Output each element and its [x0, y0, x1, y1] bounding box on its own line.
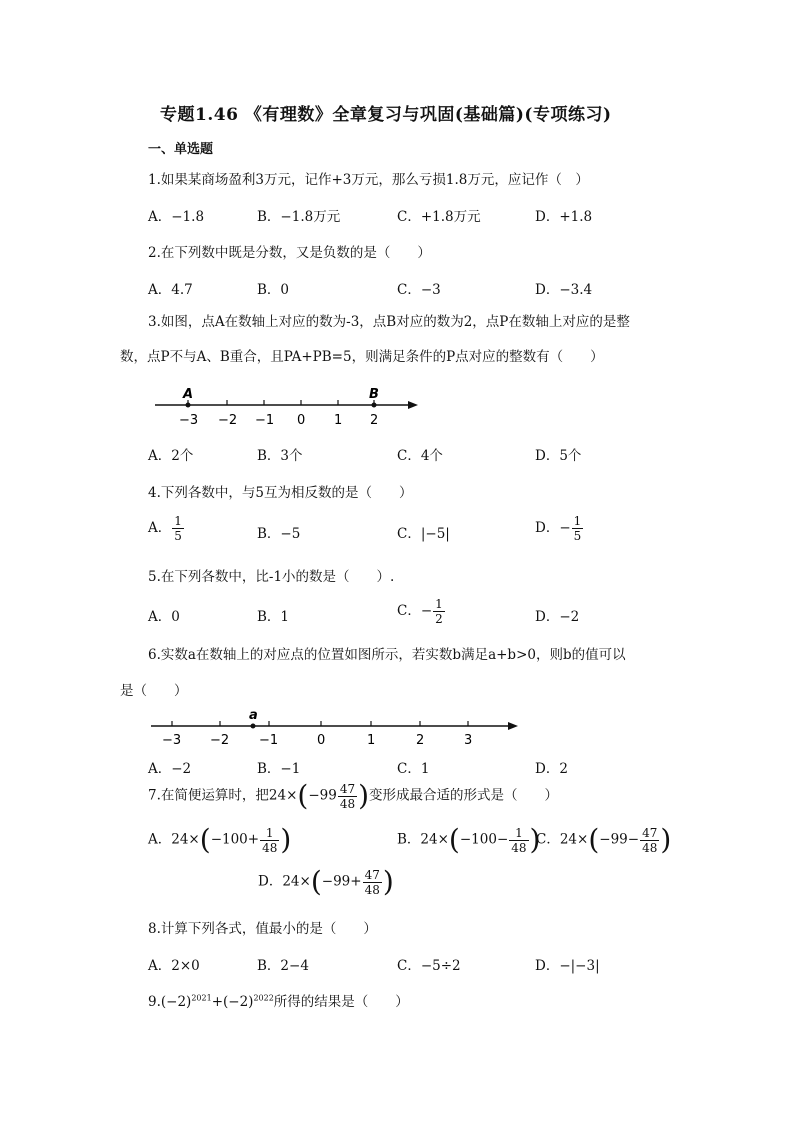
expression: 24× — [420, 831, 449, 848]
point-a-dot — [251, 724, 256, 729]
right-paren: ) — [358, 779, 370, 812]
right-paren: ) — [382, 865, 394, 898]
tick-label: −2 — [218, 413, 238, 428]
q4-option-b: B．−5 — [257, 526, 301, 542]
expression: 24× — [171, 831, 200, 848]
tick-label: −1 — [255, 413, 275, 428]
tick-label: 1 — [334, 413, 343, 428]
q7-option-d — [258, 865, 394, 898]
right-paren: ) — [280, 823, 292, 856]
q4-option-a — [148, 515, 185, 542]
section-heading: 一、单选题 — [148, 142, 214, 157]
tick-label: −2 — [210, 733, 230, 748]
point-b-dot — [372, 403, 377, 408]
question-4: 4.下列各数中，与5互为相反数的是（ ） — [148, 485, 413, 501]
exponent: 2021 — [191, 993, 212, 1003]
q7-option-c — [536, 823, 672, 856]
q3-option-d: D．5个 — [535, 448, 582, 464]
q1-option-c: C．+1.8万元 — [397, 209, 481, 225]
tick-label: 1 — [367, 733, 376, 748]
q3-option-c: C．4个 — [397, 448, 443, 464]
q2-option-c: C．−3 — [397, 282, 441, 298]
right-paren: ) — [660, 823, 672, 856]
option-letter: C． — [536, 831, 560, 848]
question-text: 变形成最合适的形式是（ ） — [369, 787, 559, 804]
q6-option-c: C．1 — [397, 761, 430, 777]
question-8: 8.计算下列各式，值最小的是（ ） — [148, 921, 377, 937]
q4-option-c — [397, 522, 450, 542]
left-paren: ( — [588, 823, 600, 856]
option-letter: C．− — [397, 603, 433, 619]
left-paren: ( — [297, 779, 309, 812]
question-text: 7.在简便运算时，把 — [148, 787, 269, 804]
point-a-dot — [186, 403, 191, 408]
expression: |−5| — [420, 526, 450, 542]
q2-option-b: B．0 — [257, 282, 290, 298]
q1-option-a: A．−1.8 — [148, 209, 205, 225]
question-number: 9. — [148, 994, 161, 1010]
q2-option-a: A．4.7 — [148, 282, 193, 298]
q5-option-d: D．−2 — [535, 609, 580, 625]
option-letter: D． — [258, 873, 283, 890]
fraction — [640, 827, 659, 854]
page-title: 专题1.46 《有理数》全章复习与巩固(基础篇)(专项练习) — [160, 105, 612, 125]
numerator: 47 — [642, 825, 658, 840]
tick-label: 0 — [317, 733, 326, 748]
expression: 24× — [559, 831, 589, 848]
q3-option-a: A．2个 — [148, 448, 194, 464]
denominator: 5 — [174, 529, 182, 543]
expression: −100− — [459, 831, 509, 848]
q6-option-a: A．−2 — [148, 761, 192, 777]
numerator: 47 — [364, 867, 380, 882]
q6-option-b: B．−1 — [257, 761, 301, 777]
q5-option-c — [397, 598, 446, 625]
question-5: 5.在下列各数中，比-1小的数是（ ）. — [148, 569, 395, 585]
question-3-line-2: 数，点P不与A、B重合，且PA+PB=5，则满足条件的P点对应的整数有（ ） — [120, 349, 604, 365]
numerator: 47 — [339, 781, 356, 796]
denominator: 2 — [435, 612, 443, 626]
q7-option-b — [397, 823, 541, 856]
fraction — [572, 515, 584, 542]
q8-option-c: C．−5÷2 — [397, 958, 461, 974]
expression: (−2) — [160, 994, 192, 1010]
fraction — [338, 783, 357, 810]
operator: + — [211, 994, 223, 1010]
option-letter: C． — [397, 526, 421, 542]
q7-option-a — [148, 823, 292, 856]
option-letter: A． — [148, 520, 172, 536]
left-paren: ( — [310, 865, 322, 898]
expression: −99+ — [321, 873, 362, 890]
number-line-figure-q3 — [150, 384, 430, 430]
tick-label: −1 — [259, 733, 279, 748]
axis-arrow — [508, 722, 518, 730]
q8-option-b: B．2−4 — [257, 958, 309, 974]
question-7 — [148, 779, 559, 812]
numerator: 1 — [260, 827, 279, 841]
question-2: 2.在下列数中既是分数，又是负数的是（ ） — [148, 245, 431, 261]
point-a-label: A — [183, 387, 194, 402]
q1-option-b: B．−1.8万元 — [257, 209, 341, 225]
denominator: 48 — [642, 840, 658, 855]
expression: −99− — [599, 831, 640, 848]
numerator: 1 — [509, 827, 528, 841]
option-letter: D．− — [535, 520, 571, 536]
numerator: 1 — [174, 514, 182, 528]
fraction — [363, 869, 382, 896]
tick-label: 0 — [297, 413, 306, 428]
denominator: 5 — [573, 529, 582, 543]
numerator: 1 — [573, 514, 582, 528]
q4-option-d — [535, 515, 584, 542]
question-text: 所得的结果是（ ） — [273, 994, 409, 1010]
tick-label: 3 — [464, 733, 473, 748]
question-6-line-2: 是（ ） — [120, 683, 188, 699]
fraction — [260, 827, 279, 854]
option-letter: A． — [148, 831, 172, 848]
q6-option-d: D．2 — [535, 761, 568, 777]
point-b-label: B — [369, 387, 379, 402]
left-paren: ( — [448, 823, 460, 856]
q1-option-d: D．+1.8 — [535, 209, 593, 225]
q5-option-b: B．1 — [257, 609, 290, 625]
fraction — [509, 827, 528, 854]
expression: 24× — [268, 787, 298, 804]
fraction — [433, 598, 445, 625]
expression: 24× — [282, 873, 311, 890]
tick-label: 2 — [370, 413, 379, 428]
denominator: 48 — [364, 882, 380, 897]
question-6-line-1: 6.实数a在数轴上的对应点的位置如图所示，若实数b满足a+b>0，则b的值可以 — [148, 647, 626, 663]
numerator: 1 — [435, 597, 443, 611]
question-9 — [148, 990, 409, 1010]
option-letter: B． — [397, 831, 421, 848]
q2-option-d: D．−3.4 — [535, 282, 593, 298]
question-3-line-1: 3.如图，点A在数轴上对应的数为-3，点B对应的数为2，点P在数轴上对应的是整 — [148, 314, 630, 330]
expression: −100+ — [210, 831, 260, 848]
q3-option-b: B．3个 — [257, 448, 303, 464]
q8-option-d: D．−|−3| — [535, 958, 600, 974]
expression: (−2) — [223, 994, 254, 1010]
q8-option-a: A．2×0 — [148, 958, 200, 974]
tick-label: 2 — [416, 733, 425, 748]
tick-label: −3 — [162, 733, 182, 748]
left-paren: ( — [199, 823, 211, 856]
exponent: 2022 — [253, 993, 274, 1003]
denominator: 48 — [511, 840, 527, 855]
number-line-figure-q6 — [148, 705, 528, 749]
point-a-label: a — [249, 708, 258, 723]
q5-option-a: A．0 — [148, 609, 180, 625]
denominator: 48 — [262, 840, 278, 855]
fraction — [172, 515, 184, 542]
right-paren: ) — [529, 823, 541, 856]
denominator: 48 — [339, 796, 356, 811]
tick-label: −3 — [179, 413, 199, 428]
question-1: 1.如果某商场盈利3万元，记作+3万元，那么亏损1.8万元，应记作（ ） — [148, 172, 589, 188]
expression: −99 — [308, 787, 337, 804]
axis-arrow — [408, 401, 418, 409]
